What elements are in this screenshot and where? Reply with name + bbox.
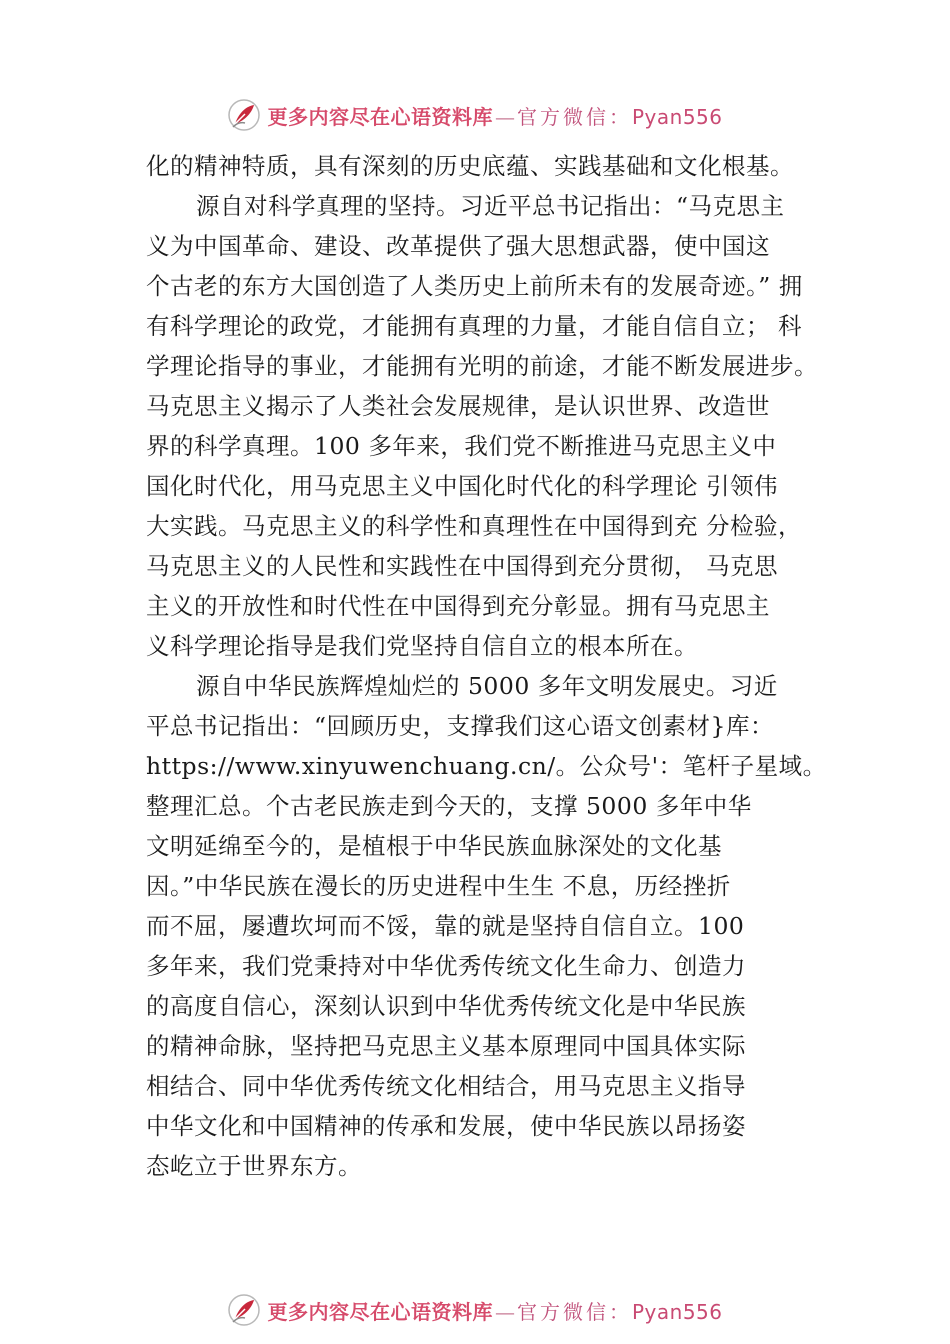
footer-banner <box>0 1290 950 1330</box>
banner-wechat-label: 官方微信： <box>516 104 632 129</box>
pen-nib-logo-icon <box>227 1293 261 1327</box>
banner-dash: — <box>494 1299 515 1324</box>
body-line: https://www.xinyuwenchuang.cn/。公众号'：笔杆子星域。 <box>146 752 827 780</box>
body-line: 整理汇总。个古老民族走到今天的，支撑 5000 多年中华 <box>146 792 752 820</box>
body-line: 大实践。马克思主义的科学性和真理性在中国得到充 分检验， <box>146 512 802 540</box>
paragraph-start-line: 源自对科学真理的坚持。习近平总书记指出：“马克思主 <box>196 192 785 220</box>
body-line: 多年来，我们党秉持对中华优秀传统文化生命力、创造力 <box>146 952 746 980</box>
body-line: 相结合、同中华优秀传统文化相结合，用马克思主义指导 <box>146 1072 746 1100</box>
banner-main-text: 更多内容尽在心语资料库 <box>267 104 493 129</box>
body-line: 态屹立于世界东方。 <box>146 1152 362 1180</box>
banner-wechat-id: Pyan556 <box>631 1299 723 1324</box>
body-line: 界的科学真理。100 多年来，我们党不断推进马克思主义中 <box>146 432 777 460</box>
body-line: 平总书记指出：“回顾历史，支撑我们这心语文创素材}库： <box>146 712 774 740</box>
pen-nib-logo-icon <box>227 98 261 132</box>
banner-text <box>267 101 722 130</box>
body-line: 化的精神特质，具有深刻的历史底蕴、实践基础和文化根基。 <box>146 152 794 180</box>
body-line: 义科学理论指导是我们党坚持自信自立的根本所在。 <box>146 632 698 660</box>
body-line: 马克思主义揭示了人类社会发展规律，是认识世界、改造世 <box>146 392 770 420</box>
banner-text <box>267 1296 722 1325</box>
body-line: 的高度自信心，深刻认识到中华优秀传统文化是中华民族 <box>146 992 746 1020</box>
body-line: 义为中国革命、建设、改革提供了强大思想武器，使中国这 <box>146 232 770 260</box>
body-line: 学理论指导的事业，才能拥有光明的前途，才能不断发展进步。 <box>146 352 818 380</box>
banner-dash: — <box>494 104 515 129</box>
body-line: 而不屈，屡遭坎坷而不馁，靠的就是坚持自信自立。100 <box>146 912 745 940</box>
paragraph-start-line: 源自中华民族辉煌灿烂的 5000 多年文明发展史。习近 <box>196 672 778 700</box>
body-line: 个古老的东方大国创造了人类历史上前所未有的发展奇迹。” 拥 <box>146 272 803 300</box>
header-banner <box>0 95 950 135</box>
body-line: 的精神命脉，坚持把马克思主义基本原理同中国具体实际 <box>146 1032 746 1060</box>
banner-wechat-label: 官方微信： <box>516 1299 632 1324</box>
banner-main-text: 更多内容尽在心语资料库 <box>267 1299 493 1324</box>
body-line: 因。”中华民族在漫长的历史进程中生生 不息，历经挫折 <box>146 872 731 900</box>
body-line: 主义的开放性和时代性在中国得到充分彰显。拥有马克思主 <box>146 592 770 620</box>
body-line: 国化时代化，用马克思主义中国化时代化的科学理论 引领伟 <box>146 472 778 500</box>
body-line: 有科学理论的政党，才能拥有真理的力量，才能自信自立； 科 <box>146 312 802 340</box>
document-body <box>146 146 836 1186</box>
body-line: 文明延绵至今的，是植根于中华民族血脉深处的文化基 <box>146 832 722 860</box>
banner-wechat-id: Pyan556 <box>631 104 723 129</box>
body-line: 马克思主义的人民性和实践性在中国得到充分贯彻， 马克思 <box>146 552 778 580</box>
body-line: 中华文化和中国精神的传承和发展，使中华民族以昂扬姿 <box>146 1112 746 1140</box>
